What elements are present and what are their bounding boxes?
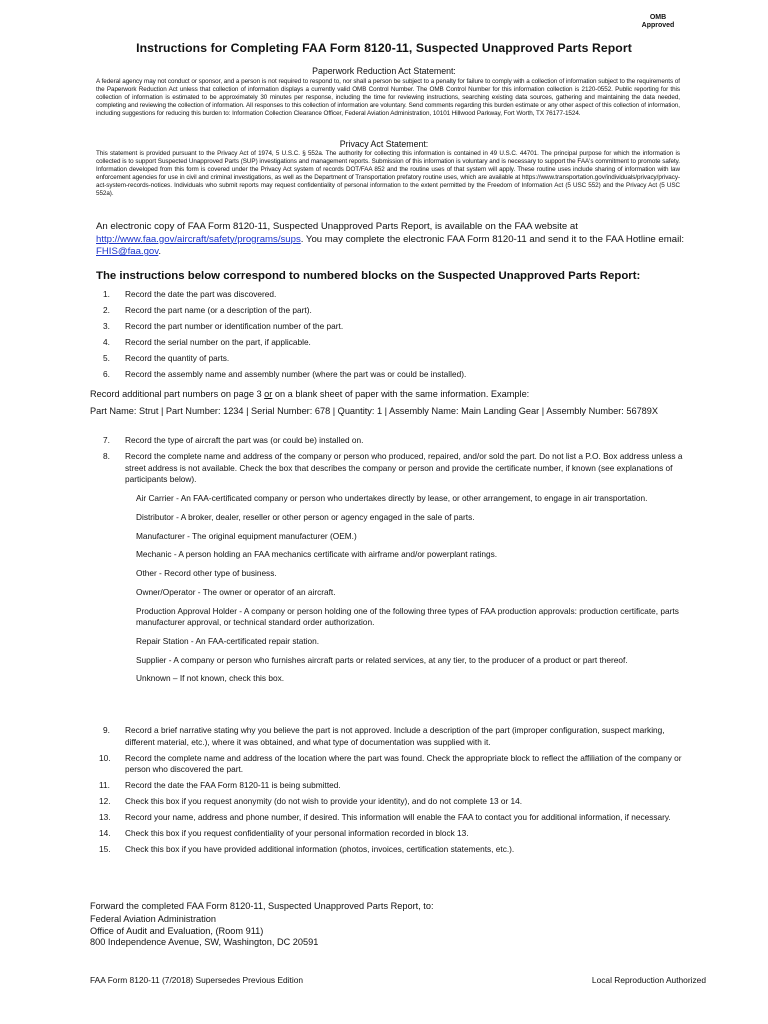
item-text: Record the assembly name and assembly number (where the part was or could be installed). — [125, 368, 467, 379]
item-text: Record the type of aircraft the part was (or could be) installed on. — [125, 435, 364, 445]
intro-text-3: . — [158, 246, 162, 257]
instruction-item — [96, 435, 686, 447]
item-text: Check this box if you request confidentiality of your personal information recorded in block 13. — [125, 828, 469, 839]
item-number: 2. — [103, 304, 110, 315]
item-number: 1. — [103, 289, 110, 299]
instruction-item — [96, 321, 686, 333]
instruction-item — [96, 337, 686, 349]
item-number: 9. — [103, 725, 110, 735]
item-number: 12. — [99, 796, 111, 807]
item-number: 4. — [103, 336, 110, 347]
form-edition-footer: FAA Form 8120-11 (7/2018) Supersedes Previous Edition — [90, 975, 304, 985]
item-text: Record the part number or identification number of the part. — [125, 320, 344, 331]
item-number: 6. — [103, 368, 110, 379]
participant-definitions — [136, 493, 686, 692]
item-text: Record the date the FAA Form 8120-11 is being submitted. — [125, 780, 341, 791]
item-number: 3. — [103, 320, 110, 331]
instruction-item — [96, 780, 686, 792]
omb-approval-label — [638, 14, 678, 30]
instruction-item — [96, 451, 686, 486]
instruction-item — [96, 369, 686, 381]
item-number: 7. — [103, 435, 110, 445]
address-line-2: Office of Audit and Evaluation, (Room 911) — [90, 925, 264, 936]
item-number: 10. — [99, 752, 111, 763]
additional-parts-note — [90, 388, 686, 400]
instruction-item — [96, 353, 686, 365]
instruction-item — [96, 812, 686, 824]
item-number: 13. — [99, 812, 111, 823]
participant-air-carrier: Air Carrier - An FAA-certificated company or person who undertakes directly by lease, or other arrangement, to engage in air transportation. — [136, 493, 648, 503]
item-text: Record a brief narrative stating why you believe the part is not approved. Include a description of the part (improper configuration, suspect marking, different material, etc.), where it was obtained, and what type of documentation was supplied with it. — [125, 725, 665, 747]
instruction-item — [96, 725, 686, 748]
item-number: 15. — [99, 844, 111, 855]
instruction-item — [96, 828, 686, 840]
omb-line-1: OMB — [649, 14, 667, 21]
forward-intro: Forward the completed FAA Form 8120-11, Suspected Unapproved Parts Report, to: — [90, 901, 434, 911]
participant-manufacturer: Manufacturer - The original equipment manufacturer (OEM.) — [136, 530, 357, 541]
intro-text-2: . You may complete the electronic FAA Form 8120-11 and send it to the FAA Hotline email: — [300, 233, 685, 245]
instruction-item — [96, 844, 686, 856]
instruction-list-7-8 — [96, 435, 686, 490]
privacy-heading: Privacy Act Statement: — [339, 139, 429, 149]
participant-other: Other - Record other type of business. — [136, 568, 277, 579]
participant-unknown: Unknown – If not known, check this box. — [136, 673, 285, 684]
additional-text-1: Record additional part numbers on page 3 — [90, 389, 265, 399]
item-text: Record the serial number on the part, if applicable. — [125, 336, 311, 347]
instruction-item — [96, 796, 686, 808]
item-text: Record the complete name and address of the location where the part was found. Check the appropriate block to reflect the affiliation of the company or person who discovered the part. — [125, 752, 682, 775]
item-text: Record the part name (or a description of the part). — [125, 304, 312, 315]
document-title: Instructions for Completing FAA Form 8120-11, Suspected Unapproved Parts Report — [136, 41, 632, 55]
forwarding-address — [90, 901, 690, 949]
paperwork-text: A federal agency may not conduct or sponsor, and a person is not required to respond to, nor shall a person be subject to a penalty for failure to comply with a collection of information subject to the requirements of the Paperwork Reduction Act unless that collection of information displays a currently valid OMB Control Number. The OMB Control Number for this information collection is 2120-0552. Public reporting for this collection of information is estimated to be approximately 30 minutes per response, including the time for reviewing instructions, searching existing data sources, gathering and maintaining the data needed, completing and reviewing the collection of information. All responses to this collection of information are voluntary. Send comments regarding this burden estimate or any other aspect of this collection of information, including suggestions for reducing this burden to: Information Collection Clearance Officer, Federal Aviation Administration, 10101 Hillwood Parkway, Fort Worth, TX 76177-1524. — [96, 78, 680, 117]
instruction-item — [96, 753, 686, 776]
item-number: 5. — [103, 352, 110, 363]
instruction-list-9-15 — [96, 725, 686, 860]
item-text: Check this box if you request anonymity (do not wish to provide your identity), and do not complete 13 or 14. — [125, 796, 523, 807]
intro-text-1: An electronic copy of FAA Form 8120-11, Suspected Unapproved Parts Report, is available on the FAA website at — [96, 221, 578, 232]
participant-mechanic: Mechanic - A person holding an FAA mechanics certificate with airframe and/or powerplant ratings. — [136, 549, 498, 560]
additional-text-2: on a blank sheet of paper with the same information. Example: — [272, 389, 530, 399]
sups-website-link[interactable]: http://www.faa.gov/aircraft/safety/programs/sups — [96, 233, 301, 245]
instruction-list-1-6 — [96, 289, 686, 385]
participant-production-approval-holder: Production Approval Holder - A company or person holding one of the following three types of FAA production approvals: production certificate, parts manufacturer approval, or technical standard order authorization. — [136, 605, 679, 627]
item-text: Record your name, address and phone number, if desired. This information will enable the FAA to contact you for additional information, if necessary. — [125, 812, 671, 823]
reproduction-footer: Local Reproduction Authorized — [591, 975, 706, 985]
item-text: Record the complete name and address of the company or person who produced, repaired, and/or sold the part. Do not list a P.O. Box address unless a street address is not available. Check the box that describes the company or person and provide the certificate number, if known (see explanations of participants below). — [125, 450, 683, 485]
hotline-email-link[interactable]: FHIS@faa.gov — [96, 246, 159, 257]
item-number: 14. — [99, 828, 111, 839]
omb-line-2: Approved — [641, 22, 675, 29]
paperwork-heading: Paperwork Reduction Act Statement: — [312, 66, 456, 76]
item-text: Record the date the part was discovered. — [125, 289, 277, 299]
address-line-1: Federal Aviation Administration — [90, 914, 216, 925]
participant-repair-station: Repair Station - An FAA-certificated repair station. — [136, 635, 320, 646]
participant-supplier: Supplier - A company or person who furnishes aircraft parts or related services, at any tier, to the producer of a product or part thereof. — [136, 654, 628, 665]
instructions-heading: The instructions below correspond to numbered blocks on the Suspected Unapproved Parts Report: — [96, 270, 641, 282]
electronic-copy-paragraph — [96, 221, 686, 259]
address-line-3: 800 Independence Avenue, SW, Washington, DC 20591 — [90, 937, 319, 948]
instruction-item — [96, 289, 686, 301]
instruction-item — [96, 305, 686, 317]
participant-owner-operator: Owner/Operator - The owner or operator of an aircraft. — [136, 586, 336, 597]
item-text: Record the quantity of parts. — [125, 352, 230, 363]
additional-or: or — [264, 389, 273, 399]
item-text: Check this box if you have provided additional information (photos, invoices, certification statements, etc.). — [125, 844, 515, 855]
item-number: 11. — [99, 780, 110, 791]
example-line: Part Name: Strut | Part Number: 1234 | Serial Number: 678 | Quantity: 1 | Assembly Name: Main Landing Gear | Assembly Number: 56789X — [90, 406, 659, 416]
privacy-text: This statement is provided pursuant to the Privacy Act of 1974, 5 U.S.C. § 552a. The authority for collecting this information is contained in 49 U.S.C. 44701. The principal purpose for which the information is collected is to support Suspected Unapproved Parts (SUP) investigations and management reports. Submission of this information is voluntary and is necessary to support the FAA's commitment to promote safety. Information developed from this form is covered under the Privacy Act system of records DOT/FAA 852 and the routine uses of that system will apply. These routine uses include sharing of information with law enforcement agencies for use in civil and criminal investigations, as well as the Department of Transportation prefatory routine uses, which are available at https://www.transportation.gov/individuals/privacy/privacy-act-system-records-notices. Individuals who submit reports may request confidentiality of personal information to the extent permitted by the Freedom of Information Act (5 USC 552) and the Privacy Act (5 USC 552a). — [96, 150, 680, 197]
item-number: 8. — [103, 450, 110, 461]
participant-distributor: Distributor - A broker, dealer, reseller or other person or agency engaged in the sale of parts. — [136, 511, 475, 522]
